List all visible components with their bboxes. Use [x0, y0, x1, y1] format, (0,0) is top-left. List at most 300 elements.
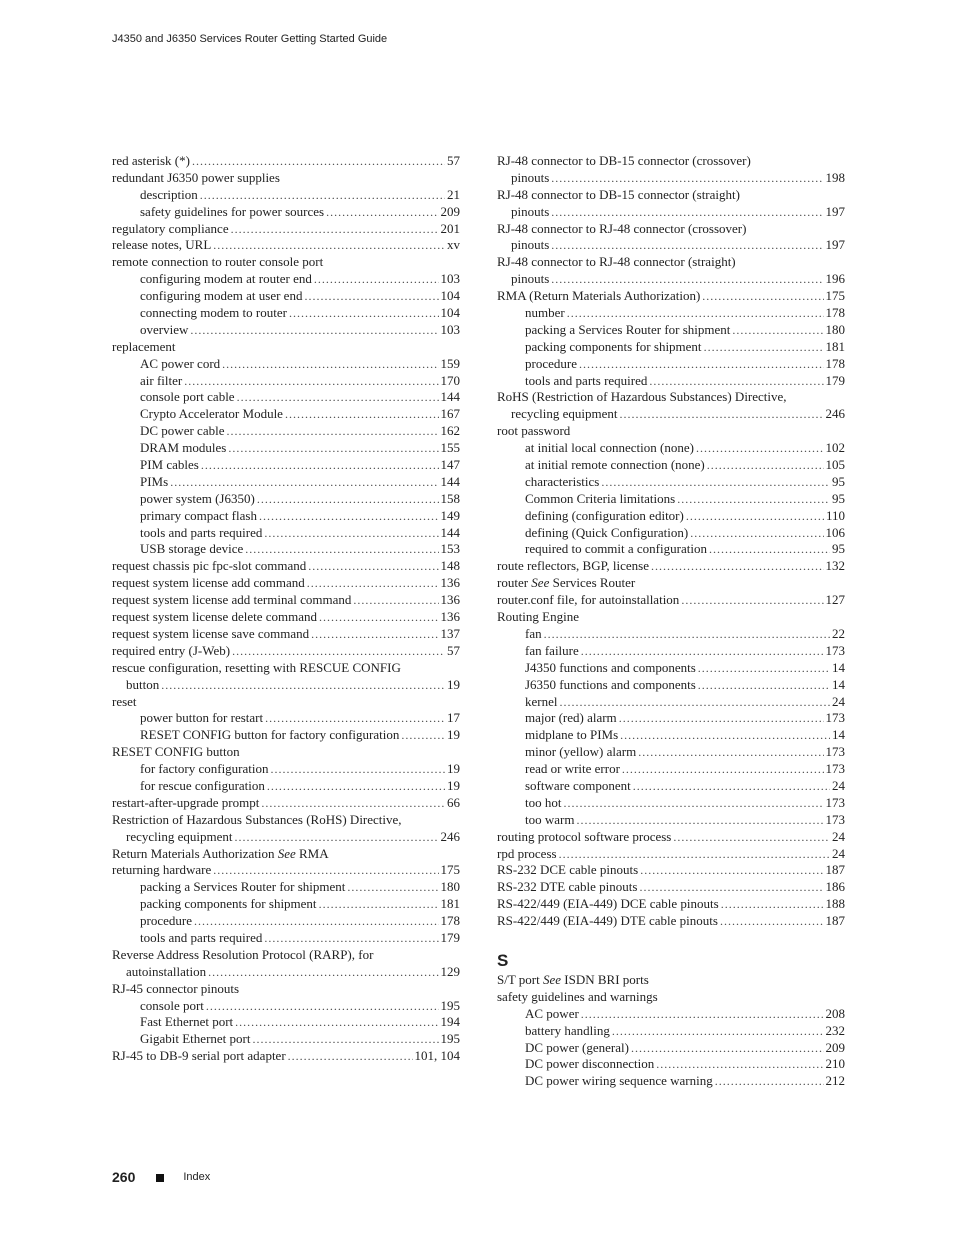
dot-leader [319, 896, 439, 913]
index-entry-term [126, 964, 206, 981]
index-term-text: power button for restart [140, 710, 264, 726]
index-entry [112, 187, 460, 204]
index-page-ref: 21 [447, 186, 460, 202]
index-entry-term [112, 339, 176, 356]
index-entry [112, 964, 460, 981]
dot-leader [228, 440, 438, 457]
index-term-text: description [140, 186, 198, 202]
index-entry-term [140, 710, 263, 727]
index-term-text: pinouts [511, 203, 550, 219]
index-term-text: routing protocol software process [497, 828, 672, 844]
index-page-ref: 57 [447, 153, 460, 168]
dot-leader [702, 288, 823, 305]
index-entry [112, 795, 460, 812]
index-term-text: characteristics [525, 473, 600, 489]
index-entry [497, 423, 845, 440]
index-page-ref: 201 [440, 220, 460, 236]
index-term-text: console port [140, 997, 204, 1013]
index-entry [497, 812, 845, 829]
index-entry-term [511, 170, 549, 187]
index-page-ref: 175 [440, 862, 460, 878]
index-entry [497, 1023, 845, 1040]
index-page-ref: 103 [440, 321, 460, 337]
index-page-ref: 22 [832, 625, 845, 641]
index-entry [497, 989, 845, 1006]
index-term-text: DRAM modules [140, 440, 227, 456]
index-entry [112, 744, 460, 761]
index-term-text: replacement [112, 338, 176, 354]
index-term-text: DC power disconnection [525, 1056, 655, 1072]
index-page-ref: 127 [825, 592, 845, 608]
index-page-ref: 24 [832, 828, 845, 844]
index-entry [497, 1056, 845, 1073]
dot-leader [259, 508, 439, 525]
dot-leader [656, 1056, 823, 1073]
index-entry [112, 575, 460, 592]
index-term-text: router [497, 575, 529, 591]
dot-leader [192, 153, 445, 170]
index-entry [497, 879, 845, 896]
dot-leader [721, 896, 824, 913]
index-entry-term [140, 1031, 250, 1048]
dot-leader [213, 237, 445, 254]
index-page-ref: 136 [440, 575, 460, 591]
index-column-left [112, 153, 460, 1065]
dot-leader [559, 694, 830, 711]
dot-leader [347, 879, 438, 896]
index-entry [112, 592, 460, 609]
dot-leader [308, 558, 438, 575]
dot-leader [551, 237, 823, 254]
index-page-ref: 57 [447, 642, 460, 658]
index-page-ref: 103 [440, 271, 460, 287]
dot-leader [690, 525, 823, 542]
index-entry [497, 406, 845, 423]
dot-leader [285, 406, 439, 423]
dot-leader [235, 1014, 438, 1031]
index-entry [497, 389, 845, 406]
dot-leader [559, 846, 830, 863]
dot-leader [640, 862, 823, 879]
index-entry-term [525, 710, 617, 727]
index-term-text: fan [525, 625, 542, 641]
index-term-text: RS-232 DCE cable pinouts [497, 862, 639, 878]
index-term-text: Return Materials Authorization [112, 845, 275, 861]
index-term-text: redundant J6350 power supplies [112, 169, 280, 185]
index-entry-term [525, 373, 647, 390]
index-page-ref: 178 [825, 305, 845, 321]
index-entry-term [112, 237, 211, 254]
dot-leader [206, 998, 439, 1015]
page-number: 260 [112, 1169, 136, 1185]
index-term-text: red asterisk (*) [112, 153, 190, 168]
index-entry-term [140, 474, 168, 491]
index-entry-term [525, 440, 694, 457]
index-entry-term [511, 271, 549, 288]
dot-leader [222, 356, 438, 373]
index-page-ref: 209 [440, 203, 460, 219]
see-reference-word: See [531, 575, 550, 591]
dot-leader [579, 356, 824, 373]
index-term-text: autoinstallation [126, 963, 207, 979]
index-entry-term [140, 778, 265, 795]
index-term-text: RS-422/449 (EIA-449) DCE cable pinouts [497, 896, 719, 912]
index-entry [112, 423, 460, 440]
index-entry [497, 1040, 845, 1057]
index-entry [497, 474, 845, 491]
index-entry [112, 457, 460, 474]
dot-leader [304, 288, 438, 305]
dot-leader [326, 204, 438, 221]
index-term-text: PIMs [140, 473, 169, 489]
index-page-ref: 14 [832, 676, 845, 692]
dot-leader [633, 778, 830, 795]
index-term-text: Common Criteria limitations [525, 490, 676, 506]
dot-leader [200, 187, 445, 204]
index-entry [497, 187, 845, 204]
index-entry [497, 795, 845, 812]
index-page-ref: 186 [825, 879, 845, 895]
see-reference-target: RMA [295, 845, 329, 861]
index-term-text: for factory configuration [140, 761, 269, 777]
index-term-text: RMA (Return Materials Authorization) [497, 288, 701, 304]
index-entry-term [525, 1040, 629, 1057]
index-entry-term [140, 525, 262, 542]
index-term-text: read or write error [525, 761, 620, 777]
index-page-ref: 102 [825, 440, 845, 456]
dot-leader [576, 812, 823, 829]
dot-leader [681, 592, 823, 609]
index-entry [497, 694, 845, 711]
index-entry-term [140, 406, 283, 423]
index-entry [112, 271, 460, 288]
index-entry-term [525, 1006, 579, 1023]
index-entry [112, 339, 460, 356]
index-entry-term [140, 727, 399, 744]
index-entry [497, 846, 845, 863]
index-term-text: router.conf file, for autoinstallation [497, 592, 680, 608]
index-page-ref: 162 [440, 423, 460, 439]
dot-leader [677, 491, 830, 508]
index-entry [112, 1031, 460, 1048]
index-term-text: request chassis pic fpc-slot command [112, 558, 307, 574]
index-page-ref: 19 [447, 727, 460, 743]
index-page-ref: 232 [825, 1022, 845, 1038]
index-entry-term [140, 356, 220, 373]
index-entry-term [112, 254, 323, 271]
index-term-text: RJ-48 connector to DB-15 connector (straight) [497, 186, 740, 202]
index-term-text: pinouts [511, 169, 550, 185]
index-term-text: request system license delete command [112, 609, 318, 625]
index-entry-term [112, 221, 229, 238]
dot-leader [237, 389, 439, 406]
dot-leader [612, 1023, 824, 1040]
index-entry [112, 170, 460, 187]
index-page-ref: 198 [825, 169, 845, 185]
index-column-right [497, 153, 845, 1090]
index-entry-term [112, 1048, 286, 1065]
index-page-ref: 159 [440, 355, 460, 371]
index-entry-term [511, 406, 618, 423]
index-entry-term [497, 609, 579, 626]
dot-leader [252, 1031, 438, 1048]
dot-leader [353, 592, 438, 609]
index-entry-term [497, 288, 700, 305]
index-entry-term [112, 558, 306, 575]
index-entry [112, 474, 460, 491]
index-page-ref: 175 [825, 288, 845, 304]
index-entry [112, 643, 460, 660]
index-page-ref: 95 [832, 473, 845, 489]
index-entry [497, 440, 845, 457]
index-term-text: number [525, 305, 565, 321]
index-term-text: root password [497, 423, 571, 439]
index-entry [112, 254, 460, 271]
dot-leader [581, 1006, 824, 1023]
index-entry [112, 204, 460, 221]
index-page-ref: 144 [440, 389, 460, 405]
index-entry [497, 237, 845, 254]
index-entry [112, 558, 460, 575]
index-term-text: air filter [140, 372, 183, 388]
index-page-ref: 246 [825, 406, 845, 422]
index-entry-term [140, 288, 302, 305]
index-page-ref: 155 [440, 440, 460, 456]
index-entry-term [525, 626, 542, 643]
index-page-ref: 24 [832, 845, 845, 861]
index-term-text: defining (Quick Configuration) [525, 524, 689, 540]
index-entry [112, 237, 460, 254]
section-letter-heading: S [497, 950, 509, 970]
index-entry [497, 710, 845, 727]
index-entry-term [525, 727, 618, 744]
index-entry-term [497, 254, 736, 271]
index-page-ref: 101, 104 [414, 1048, 460, 1064]
index-term-text: at initial remote connection (none) [525, 457, 705, 473]
index-entry-term [497, 221, 746, 238]
index-entry-term [525, 457, 705, 474]
index-page-ref: 95 [832, 541, 845, 557]
index-term-text: rpd process [497, 845, 557, 861]
dot-leader [651, 558, 824, 575]
index-page-ref: 149 [440, 507, 460, 523]
index-entry-term [525, 694, 557, 711]
index-entry [497, 508, 845, 525]
dot-leader [544, 626, 830, 643]
index-page-ref: 178 [440, 913, 460, 929]
index-entry [112, 389, 460, 406]
index-entry-term [112, 846, 329, 863]
index-term-text: AC power [525, 1005, 579, 1021]
dot-leader [201, 457, 439, 474]
index-entry [112, 356, 460, 373]
index-entry [497, 491, 845, 508]
index-entry-term [497, 862, 638, 879]
index-page-ref: 137 [440, 625, 460, 641]
dot-leader [170, 474, 438, 491]
dot-leader [620, 727, 830, 744]
index-term-text: console port cable [140, 389, 235, 405]
dot-leader [720, 913, 824, 930]
dot-leader [638, 744, 823, 761]
index-entry [112, 761, 460, 778]
index-term-text: DC power (general) [525, 1039, 629, 1055]
index-entry-term [497, 896, 719, 913]
index-entry-term [497, 972, 649, 989]
index-term-text: button [126, 676, 160, 692]
index-term-text: RESET CONFIG button [112, 744, 240, 760]
index-term-text: Gigabit Ethernet port [140, 1031, 251, 1047]
index-entry-term [497, 153, 751, 170]
see-reference-target: Services Router [549, 575, 636, 591]
index-entry [112, 305, 460, 322]
index-entry-term [525, 474, 599, 491]
index-page-ref: 196 [825, 271, 845, 287]
index-page-ref: 170 [440, 372, 460, 388]
index-term-text: safety guidelines for power sources [140, 203, 325, 219]
index-term-text: RJ-48 connector to RJ-48 connector (crossover) [497, 220, 747, 236]
index-entry [112, 525, 460, 542]
index-entry-term [126, 829, 233, 846]
index-entry-term [140, 998, 204, 1015]
index-entry-term [112, 626, 309, 643]
index-entry [112, 981, 460, 998]
dot-leader [707, 457, 824, 474]
index-term-text: required entry (J-Web) [112, 642, 231, 658]
index-page-ref: 173 [825, 642, 845, 658]
index-entry [497, 677, 845, 694]
index-term-text: pinouts [511, 271, 550, 287]
index-entry [497, 643, 845, 660]
index-page-ref: 129 [440, 963, 460, 979]
dot-leader [601, 474, 830, 491]
index-page-ref: 246 [440, 828, 460, 844]
index-entry [112, 846, 460, 863]
index-entry [112, 440, 460, 457]
index-term-text: minor (yellow) alarm [525, 744, 637, 760]
index-entry-term [112, 744, 240, 761]
index-term-text: battery handling [525, 1022, 610, 1038]
index-page-ref: 19 [447, 676, 460, 692]
index-term-text: J4350 functions and components [525, 659, 696, 675]
dot-leader [208, 964, 438, 981]
index-entry [112, 660, 460, 677]
index-page-ref: 14 [832, 659, 845, 675]
index-term-text: S/T port [497, 971, 540, 987]
see-reference-target: ISDN BRI ports [561, 971, 649, 987]
index-page-ref: 136 [440, 609, 460, 625]
index-entry-term [140, 389, 235, 406]
page-footer [112, 1169, 210, 1185]
index-entry-term [497, 879, 637, 896]
index-page-ref: 104 [440, 305, 460, 321]
index-term-text: pinouts [511, 237, 550, 253]
index-entry [112, 829, 460, 846]
index-entry [112, 677, 460, 694]
index-term-text: packing a Services Router for shipment [140, 879, 346, 895]
index-entry-term [525, 1056, 654, 1073]
dot-leader [696, 440, 824, 457]
dot-leader [620, 406, 824, 423]
dot-leader [401, 727, 445, 744]
index-term-text: software component [525, 777, 631, 793]
index-entry-term [112, 981, 239, 998]
index-page-ref: 24 [832, 693, 845, 709]
index-term-text: too hot [525, 794, 562, 810]
index-page-ref: 181 [440, 896, 460, 912]
index-page-ref: 110 [825, 507, 845, 523]
index-entry-term [140, 1014, 233, 1031]
index-entry-term [497, 846, 557, 863]
dot-leader [213, 862, 438, 879]
index-entry-term [525, 356, 577, 373]
index-entry-term [140, 761, 269, 778]
index-entry [112, 727, 460, 744]
index-term-text: tools and parts required [525, 372, 648, 388]
index-term-text: regulatory compliance [112, 220, 229, 236]
index-entry [497, 254, 845, 271]
index-entry-term [525, 744, 636, 761]
index-page-ref: xv [447, 237, 460, 253]
dot-leader [581, 643, 824, 660]
index-term-text: RS-232 DTE cable pinouts [497, 879, 638, 895]
index-term-text: tools and parts required [140, 524, 263, 540]
index-term-text: rescue configuration, resetting with RESCUE CONFIG [112, 659, 401, 675]
see-reference-word: See [277, 845, 296, 861]
index-entry [497, 626, 845, 643]
index-entry-term [511, 237, 549, 254]
index-term-text: safety guidelines and warnings [497, 988, 658, 1004]
index-entry [112, 896, 460, 913]
index-entry-term [112, 660, 401, 677]
index-page-ref: 187 [825, 862, 845, 878]
footer-section-name: Index [183, 1171, 211, 1183]
index-term-text: overview [140, 321, 189, 337]
index-entry-term [525, 541, 707, 558]
running-header: J4350 and J6350 Services Router Getting Started Guide [112, 33, 388, 45]
dot-leader [226, 423, 438, 440]
index-page-ref: 178 [825, 355, 845, 371]
index-entry-term [140, 423, 224, 440]
dot-leader [314, 271, 439, 288]
index-entry [497, 660, 845, 677]
index-entry [112, 778, 460, 795]
index-page-ref: 136 [440, 592, 460, 608]
index-entry-term [497, 913, 718, 930]
index-entry-term [525, 525, 688, 542]
index-term-text: Crypto Accelerator Module [140, 406, 283, 422]
dot-leader [567, 305, 824, 322]
index-entry [112, 998, 460, 1015]
index-entry [497, 744, 845, 761]
index-page-ref: 144 [440, 473, 460, 489]
index-term-text: recycling equipment [511, 406, 618, 422]
index-term-text: RJ-48 connector to RJ-48 connector (straight) [497, 254, 736, 270]
index-entry-term [112, 170, 280, 187]
index-entry [497, 1006, 845, 1023]
index-entry [497, 829, 845, 846]
index-term-text: request system license save command [112, 625, 310, 641]
dot-leader [649, 373, 823, 390]
index-entry-term [112, 153, 190, 170]
index-entry-term [497, 423, 570, 440]
index-entry [112, 626, 460, 643]
index-page-ref: 180 [440, 879, 460, 895]
index-term-text: tools and parts required [140, 929, 263, 945]
index-term-text: defining (configuration editor) [525, 507, 684, 523]
index-entry [112, 812, 460, 829]
index-entry [497, 457, 845, 474]
